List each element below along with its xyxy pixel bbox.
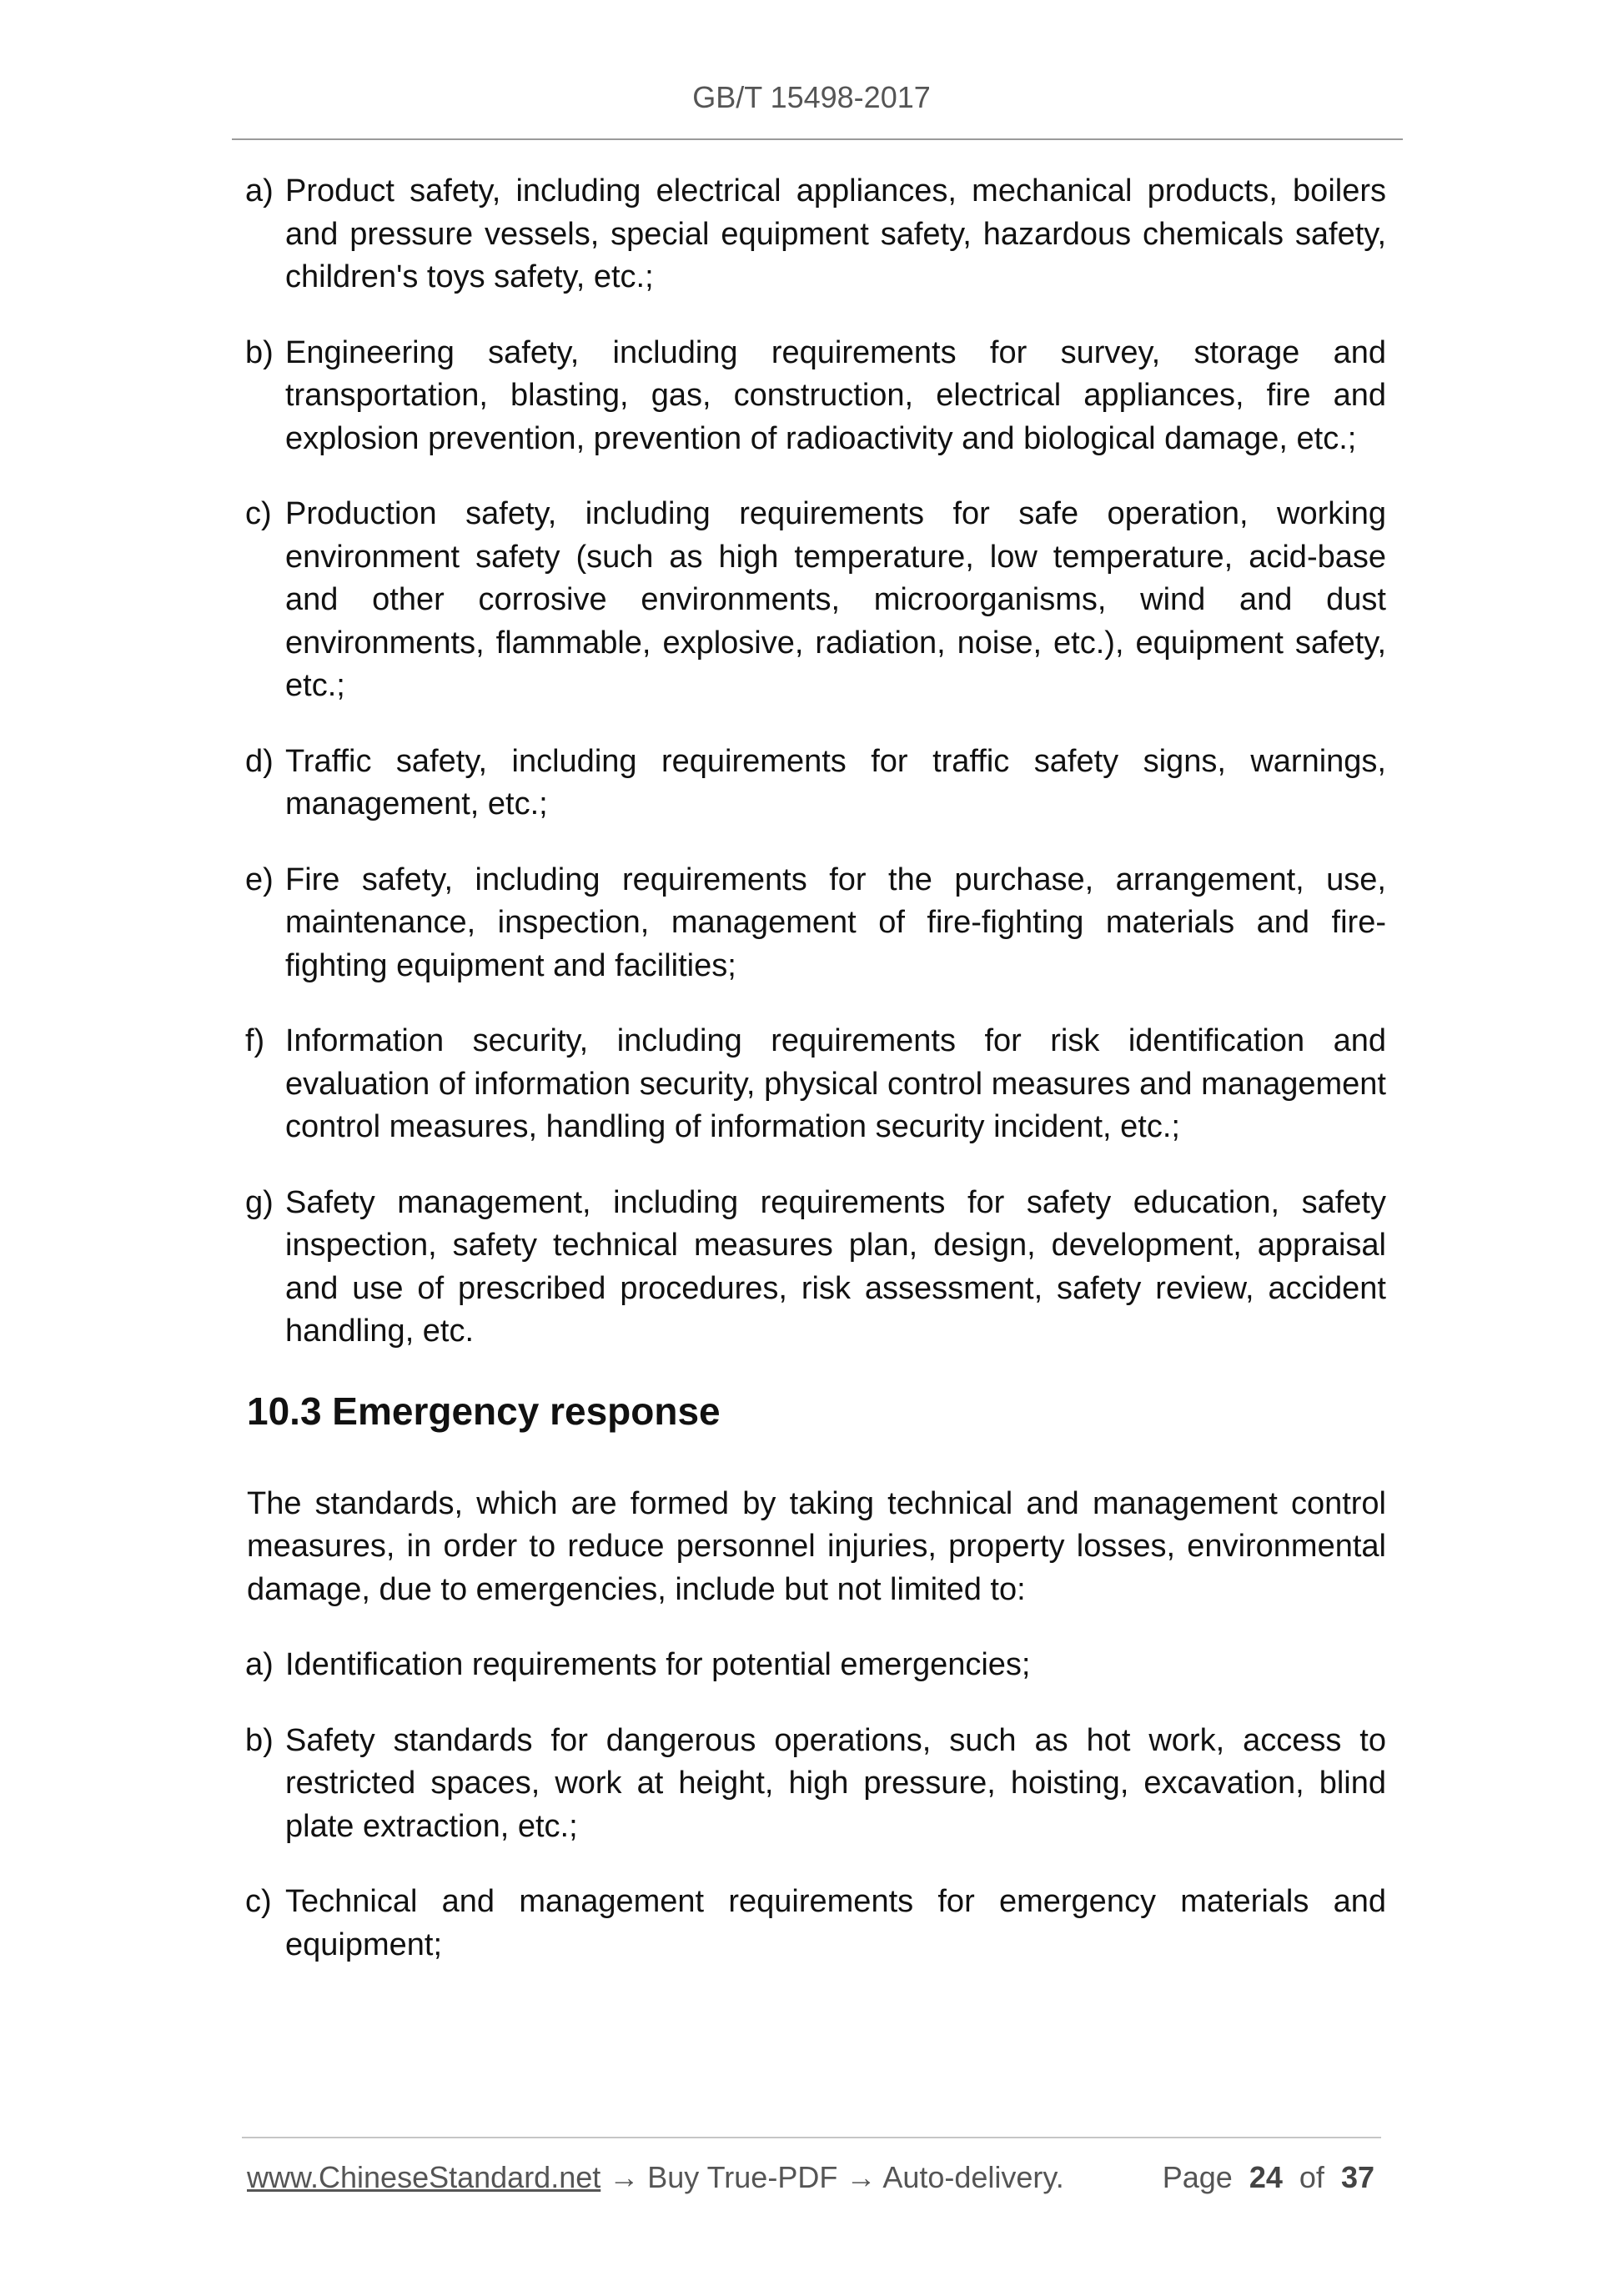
- list-item: [207, 741, 1386, 826]
- header-divider: [232, 138, 1403, 140]
- list-item: [207, 1020, 1386, 1149]
- list-item: [207, 1644, 1386, 1687]
- list-item: [207, 859, 1386, 988]
- list-item-marker: c): [245, 1884, 272, 1919]
- list-item: [207, 332, 1386, 461]
- page-indicator: [1163, 2158, 1374, 2197]
- list-item-marker: a): [245, 1647, 274, 1682]
- of-word: of: [1299, 2160, 1324, 2194]
- list-item-marker: b): [245, 1722, 274, 1758]
- page-word: Page: [1162, 2160, 1233, 2194]
- list-item-text: Information security, including requirements for risk identification and evaluation of information security, physical control measures and management control measures, handling of information security incident, etc.;: [285, 1023, 1386, 1144]
- section-intro-paragraph: The standards, which are formed by taking technical and management control measures, in order to reduce personnel injuries, property losses, environmental damage, due to emergencies, include but not limited to:: [247, 1485, 1386, 1607]
- list-item-marker: d): [245, 743, 274, 779]
- list-item-text: Fire safety, including requirements for the purchase, arrangement, use, maintenance, inspection, management of fire-fighting materials and fire-fighting equipment and facilities;: [285, 862, 1386, 983]
- list-item: [207, 493, 1386, 708]
- list-item: [207, 1182, 1386, 1354]
- list-item-text: Engineering safety, including requirements for survey, storage and transportation, blasting, gas, construction, electrical appliances, fire and explosion prevention, prevention of radioactivity and biological damage, etc.;: [285, 334, 1386, 456]
- safety-requirements-list: [247, 170, 1386, 1354]
- list-item-marker: f): [245, 1023, 265, 1058]
- list-item-text: Traffic safety, including requirements for traffic safety signs, warnings, management, etc.;: [285, 743, 1386, 821]
- page-footer: [247, 2158, 1386, 2197]
- emergency-requirements-list: [247, 1644, 1386, 1967]
- list-item: [207, 170, 1386, 299]
- document-code-header: GB/T 15498-2017: [692, 80, 931, 114]
- website-link[interactable]: www.ChineseStandard.net: [247, 2160, 601, 2194]
- list-item-marker: a): [245, 173, 274, 208]
- list-item: [207, 1881, 1386, 1967]
- footer-divider: [242, 2137, 1381, 2138]
- list-item-text: Production safety, including requirements for safe operation, working environment safety (such as high temperature, low temperature, acid-base and other corrosive environments, microorganisms, wind and dust environments, flammable, explosive, radiation, noise, etc.), equipment safety, etc.;: [285, 496, 1386, 703]
- list-item-text: Safety management, including requirements for safety education, safety inspection, safety technical measures plan, design, development, appraisal and use of prescribed procedures, risk assessment, safety review, accident handling, etc.: [285, 1184, 1386, 1349]
- list-item-marker: b): [245, 334, 274, 370]
- page-content: [247, 170, 1386, 1999]
- list-item-marker: g): [245, 1184, 274, 1220]
- list-item-text: Technical and management requirements for emergency materials and equipment;: [285, 1884, 1386, 1962]
- current-page-number: 24: [1249, 2160, 1283, 2194]
- list-item-marker: e): [245, 862, 274, 897]
- total-page-count: 37: [1340, 2160, 1374, 2194]
- list-item-text: Safety standards for dangerous operations, such as hot work, access to restricted spaces, work at height, high pressure, hoisting, excavation, blind plate extraction, etc.;: [285, 1722, 1386, 1844]
- footer-tagline: → Buy True-PDF → Auto-delivery.: [600, 2160, 1064, 2194]
- list-item-text: Product safety, including electrical appliances, mechanical products, boilers and pressure vessels, special equipment safety, hazardous chemicals safety, children's toys safety, etc.;: [285, 173, 1386, 294]
- section-heading: 10.3 Emergency response: [247, 1389, 721, 1433]
- list-item: [207, 1720, 1386, 1849]
- list-item-text: Identification requirements for potential emergencies;: [285, 1647, 1031, 1682]
- list-item-marker: c): [245, 496, 272, 531]
